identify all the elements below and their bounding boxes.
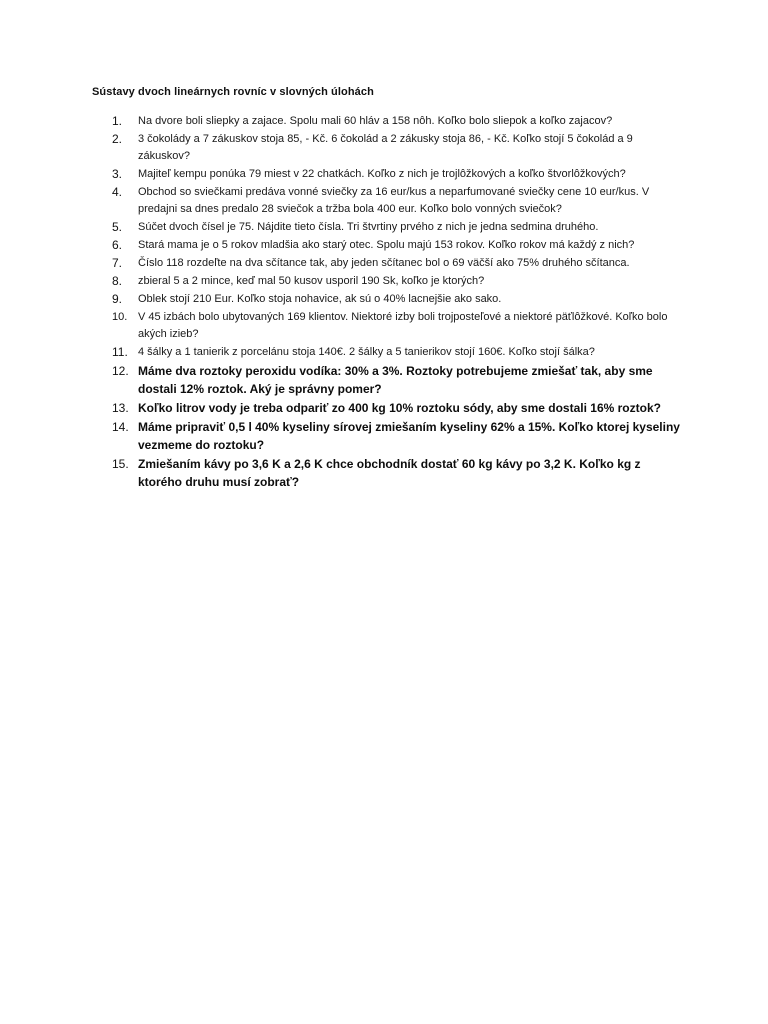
problem-number: 15.: [112, 457, 129, 471]
problem-text: 3 čokolády a 7 zákuskov stoja 85, - Kč. 6 čokolád a 2 zákusky stoja 86, - Kč. Koľko stojí 5 čokolád a 9 zákuskov?: [138, 133, 633, 162]
problem-item: [112, 219, 687, 236]
problem-number: 6.: [112, 238, 123, 252]
problem-list: [112, 113, 687, 492]
problem-item: [112, 291, 687, 308]
problem-number: 9.: [112, 292, 123, 306]
problem-item: [112, 113, 687, 130]
problem-item: [112, 166, 687, 183]
problem-item: [112, 131, 687, 165]
problem-item: [112, 255, 687, 272]
problem-item: [112, 344, 687, 361]
document-title: Sústavy dvoch lineárnych rovníc v slovných úlohách: [92, 86, 374, 98]
problem-number: 2.: [112, 132, 123, 146]
problem-number: 5.: [112, 220, 123, 234]
problem-text: Číslo 118 rozdeľte na dva sčítance tak, aby jeden sčítanec bol o 69 väčší ako 75% druhého sčítanca.: [138, 257, 630, 269]
problem-item: [112, 237, 687, 254]
problem-item: [112, 362, 687, 398]
problem-number: 11.: [112, 345, 128, 359]
problem-text: Koľko litrov vody je treba odpariť zo 400 kg 10% roztoku sódy, aby sme dostali 16% roztok?: [138, 401, 661, 415]
problem-item: [112, 418, 687, 454]
problem-text: Stará mama je o 5 rokov mladšia ako starý otec. Spolu majú 153 rokov. Koľko rokov má každý z nich?: [138, 239, 635, 251]
problem-text: Na dvore boli sliepky a zajace. Spolu mali 60 hláv a 158 nôh. Koľko bolo sliepok a koľko zajacov?: [138, 115, 613, 127]
problem-item: [112, 309, 687, 343]
problem-text: V 45 izbách bolo ubytovaných 169 klientov. Niektoré izby boli trojposteľové a niektoré päťlôžkové. Koľko bolo akých izieb?: [138, 311, 668, 340]
problem-text: Obchod so sviečkami predáva vonné sviečky za 16 eur/kus a neparfumované sviečky cene 10 eur/kus. V predajni sa dnes predalo 28 sviečok a tržba bola 400 eur. Koľko bolo vonných sviečok?: [138, 186, 650, 215]
problem-item: [112, 455, 687, 491]
problem-item: [112, 184, 687, 218]
problem-text: Zmiešaním kávy po 3,6 K a 2,6 K chce obchodník dostať 60 kg kávy po 3,2 K. Koľko kg z ktorého druhu musí zobrať?: [138, 457, 641, 489]
problem-number: 14.: [112, 420, 129, 434]
problem-number: 12.: [112, 364, 129, 378]
problem-text: Máme pripraviť 0,5 l 40% kyseliny sírovej zmiešaním kyseliny 62% a 15%. Koľko ktorej kyseliny vezmeme do roztoku?: [138, 420, 680, 452]
problem-item: [112, 273, 687, 290]
problem-number: 3.: [112, 167, 123, 181]
problem-number: 10.: [112, 311, 128, 323]
problem-text: Súčet dvoch čísel je 75. Nájdite tieto čísla. Tri štvrtiny prvého z nich je jedna sedmina druhého.: [138, 221, 599, 233]
problem-item: [112, 399, 687, 417]
problem-number: 8.: [112, 274, 123, 288]
problem-text: Majiteľ kempu ponúka 79 miest v 22 chatkách. Koľko z nich je trojlôžkových a koľko štvorlôžkových?: [138, 168, 626, 180]
problem-number: 7.: [112, 256, 123, 270]
problem-text: Oblek stojí 210 Eur. Koľko stoja nohavice, ak sú o 40% lacnejšie ako sako.: [138, 293, 502, 305]
problem-number: 4.: [112, 185, 123, 199]
problem-number: 1.: [112, 114, 123, 128]
problem-number: 13.: [112, 401, 129, 415]
problem-text: Máme dva roztoky peroxidu vodíka: 30% a 3%. Roztoky potrebujeme zmiešať tak, aby sme dostali 12% roztok. Aký je správny pomer?: [138, 364, 653, 396]
problem-text: zbieral 5 a 2 mince, keď mal 50 kusov usporil 190 Sk, koľko je ktorých?: [138, 275, 485, 287]
problem-text: 4 šálky a 1 tanierik z porcelánu stoja 140€. 2 šálky a 5 tanierikov stojí 160€. Koľko stojí šálka?: [138, 346, 595, 358]
